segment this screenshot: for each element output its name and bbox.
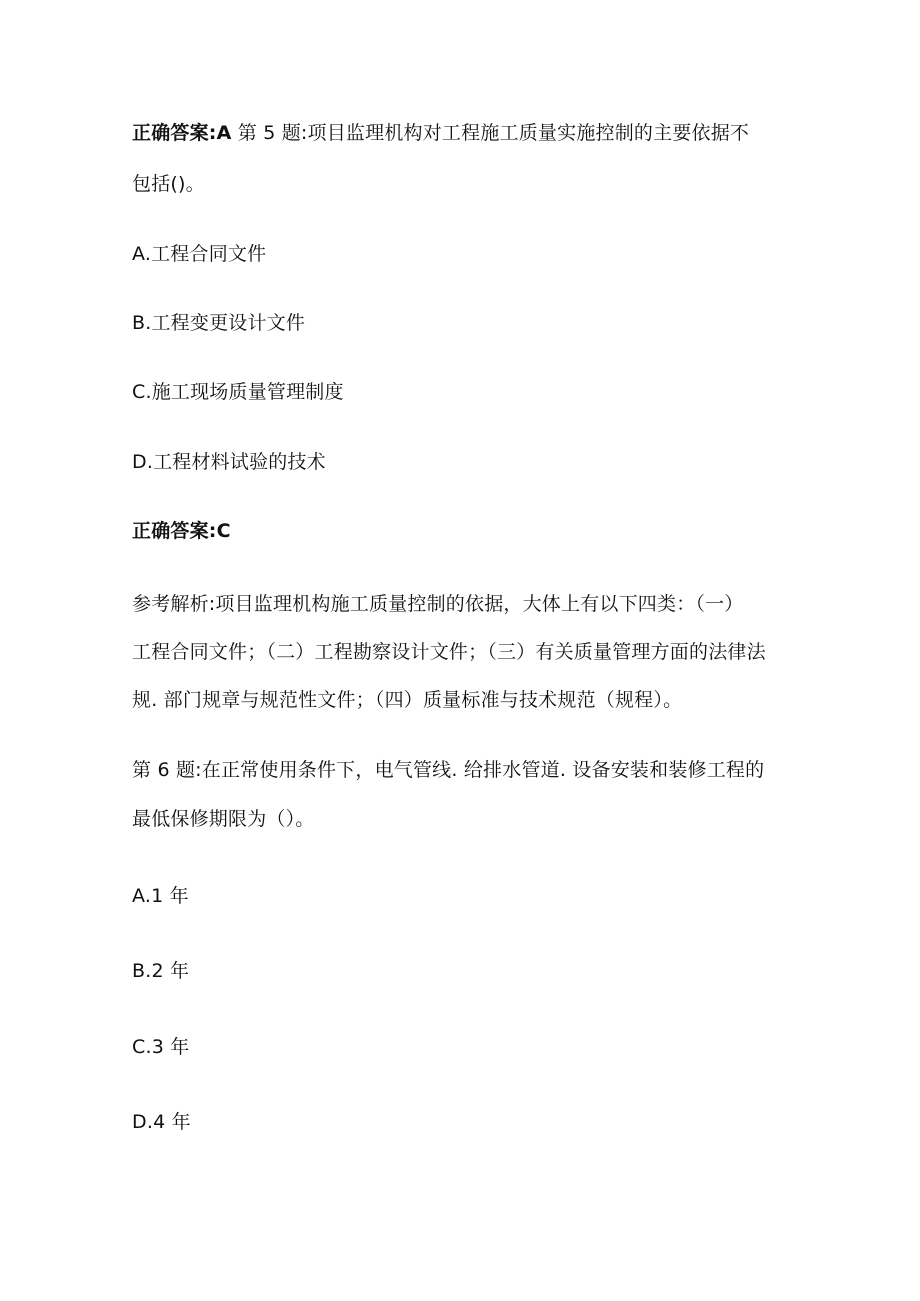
q5-correct-answer: 正确答案:C xyxy=(132,520,231,542)
q6-stem-line-2: 最低保修期限为（）。 xyxy=(132,808,315,830)
q5-option-a: A.工程合同文件 xyxy=(132,243,267,265)
q6-option-c: C.3 年 xyxy=(132,1036,190,1058)
q5-option-b: B.工程变更设计文件 xyxy=(132,312,306,334)
q6-option-d: D.4 年 xyxy=(132,1111,191,1133)
q5-option-d: D.工程材料试验的技术 xyxy=(132,451,326,473)
previous-answer-label: 正确答案: xyxy=(132,122,217,144)
q5-stem-line-1 xyxy=(132,121,749,145)
q5-analysis-line-3: 规. 部门规章与规范性文件；（四）质量标准与技术规范（规程）。 xyxy=(132,689,683,711)
q5-stem-line-2: 包括()。 xyxy=(132,173,205,195)
q5-option-c: C.施工现场质量管理制度 xyxy=(132,381,344,403)
q5-analysis-line-1: 参考解析:项目监理机构施工质量控制的依据，大体上有以下四类：（一） xyxy=(132,593,744,615)
q6-stem-line-1: 第 6 题:在正常使用条件下，电气管线. 给排水管道. 设备安装和装修工程的 xyxy=(132,759,765,781)
q5-analysis-line-2: 工程合同文件；（二）工程勘察设计文件；（三）有关质量管理方面的法律法 xyxy=(132,641,766,663)
q6-option-b: B.2 年 xyxy=(132,960,190,982)
q6-option-a: A.1 年 xyxy=(132,885,189,907)
previous-answer-value: A xyxy=(216,122,232,144)
q5-stem-text: 第 5 题:项目监理机构对工程施工质量实施控制的主要依据不 xyxy=(237,122,750,144)
